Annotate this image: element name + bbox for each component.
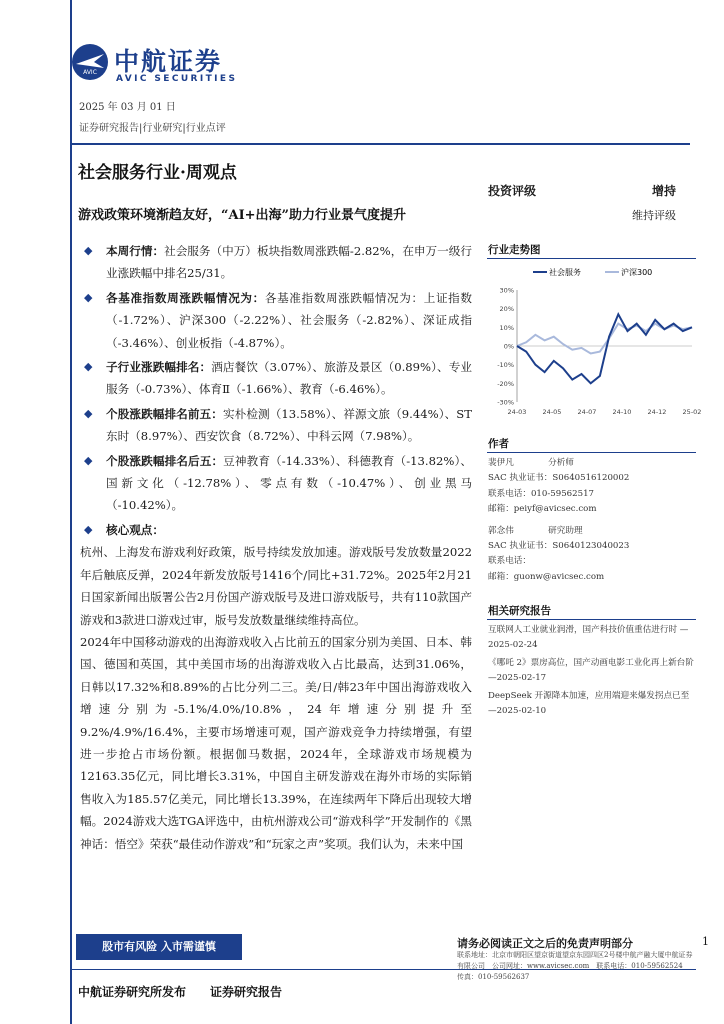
x-tick-label: 24-07 <box>577 408 597 416</box>
brand-name-cn: 中航证券 <box>114 47 223 76</box>
header-rule <box>70 143 690 145</box>
rating-sub: 维持评级 <box>632 209 676 222</box>
author-line: 邮箱：peiyf@avicsec.com <box>488 504 597 515</box>
diamond-icon: ◆ <box>84 453 93 467</box>
author-line: SAC 执业证书：S0640516120002 <box>488 473 630 484</box>
y-tick-label: -30% <box>497 398 514 407</box>
bullet-item <box>80 240 472 285</box>
bullet-head: 本周行情： <box>106 244 165 258</box>
bullet-item <box>80 450 472 517</box>
x-tick-label: 25-02 <box>682 408 702 416</box>
brand-logo <box>70 42 110 82</box>
bullet-item <box>80 287 472 354</box>
bullet-item <box>80 403 472 448</box>
x-tick-label: 24-03 <box>507 408 527 416</box>
rating-value: 增持 <box>651 184 676 198</box>
x-tick-label: 24-10 <box>612 408 632 416</box>
diamond-icon: ◆ <box>84 522 93 536</box>
page-subtitle: 游戏政策环境渐趋友好，“AI+出海”助力行业景气度提升 <box>78 208 407 223</box>
bullet-head: 个股涨跌幅排名后五： <box>106 453 224 468</box>
author-line: 裴伊凡 分析师 <box>488 458 574 468</box>
footer-publisher: 中航证券研究所发布 证券研究报告 <box>78 985 283 999</box>
y-tick-label: 30% <box>499 286 514 295</box>
y-tick-label: 10% <box>499 323 514 332</box>
rating-label: 投资评级 <box>488 184 537 198</box>
bullet-text: 各基准指数周涨跌幅情况为：上证指数（-1.72%）、沪深300（-2.22%）、社会服务（-2.82%）、深证成指（-3.46%）、创业板指（-4.87%）。 <box>106 290 472 350</box>
diamond-icon: ◆ <box>84 290 93 304</box>
logo-mark-text: AVIC <box>83 69 97 76</box>
bullet-head: 个股涨跌幅排名前五： <box>106 406 223 421</box>
author-line: 联系电话： <box>488 556 531 567</box>
x-tick-label: 24-05 <box>542 408 562 416</box>
paragraph: 2024年中国移动游戏的出海游戏收入占比前五的国家分别为美国、日本、韩国、德国和英国，其中美国市场的出海游戏收入占比最高，达到31.06%，日韩以17.32%和8.89%的占比分列二三。美/日/韩23年中国出海游戏收入增速分别为-5.1%/4.0%/10.8%，24年增速分别提升至9.2%/4.9%/16.4%，主要市场增速可观，国产游戏竞争力持续增强，有望进一步抢占市场份额。根据伽马数据，2024年，全球游戏市场规模为12163.35亿元，同比增长3.31%，中国自主研发游戏在海外市场的实际销售收入为185.57亿美元，同比增长13.39%，在连续两年下降后出现较大增幅。2024游戏大选TGA评选中，由杭州游戏公司“游戏科学”开发制作的《黑神话：悟空》荣获“最佳动作游戏”和“玩家之声”奖项。我们认为，未来中国 <box>80 634 472 851</box>
trend-chart <box>487 262 702 424</box>
page-title: 社会服务行业·周观点 <box>78 163 237 183</box>
left-vertical-rule <box>70 0 72 1024</box>
related-report-link[interactable]: 互联网人工业就业润滑，国产科技价值重估进行时 —2025-02-24 <box>488 625 689 651</box>
diamond-icon: ◆ <box>84 406 93 420</box>
author-line: SAC 执业证书：S0640123040023 <box>488 541 630 552</box>
avic-logo-icon <box>70 42 110 82</box>
bullet-text: 豆神教育（-14.33%）、科德教育（-13.82%）、国新文化（-12.78%）、零点有数（-10.47%）、创业黑马（-10.42%）。 <box>106 453 472 513</box>
main-body <box>80 240 472 855</box>
author-line: 邮箱：guonw@avicsec.com <box>488 571 605 582</box>
bullet-head: 各基准指数周涨跌幅情况为： <box>106 290 265 305</box>
x-axis-ticks <box>508 408 702 416</box>
bullet-text: 实朴检测（13.58%）、祥源文旅（9.44%）、ST东时（8.97%）、西安饮食（8.72%）、中科云网（7.98%）。 <box>106 406 472 444</box>
diamond-icon: ◆ <box>84 244 93 257</box>
y-tick-label: 20% <box>499 305 514 314</box>
authors-rule <box>487 452 696 453</box>
related-rule <box>487 619 696 620</box>
report-date: 2025 年 03 月 01 日 <box>79 102 176 113</box>
page-number: 1 <box>702 935 709 948</box>
related-heading: 相关研究报告 <box>488 605 551 617</box>
y-tick-label: 0% <box>503 342 514 351</box>
risk-warning-box: 股市有风险 入市需谨慎 <box>76 934 242 960</box>
bullet-text: 社会服务（中万）板块指数周涨跌幅-2.82%，在申万一级行业涨跌幅中排名25/31。 <box>106 244 472 281</box>
y-axis-ticks <box>497 287 514 407</box>
y-tick-label: -10% <box>497 361 514 370</box>
series-line-social-service <box>517 314 692 383</box>
bullet-head: 核心观点： <box>106 522 164 537</box>
legend-label-series2: 沪深300 <box>621 268 653 277</box>
x-tick-label: 24-12 <box>647 408 667 416</box>
trend-heading: 行业走势图 <box>488 244 541 256</box>
related-report-link[interactable]: 《哪吒 2》票房高位，国产动画电影工业化再上新台阶 —2025-02-17 <box>488 657 694 684</box>
diamond-icon: ◆ <box>84 360 93 374</box>
bullet-item <box>80 356 472 401</box>
y-tick-label: -20% <box>497 379 514 388</box>
bullet-head: 子行业涨跌幅排名： <box>106 360 212 375</box>
related-report-link[interactable]: DeepSeek 开源降本加速，应用端迎来爆发拐点已至 —2025-02-10 <box>488 690 690 717</box>
paragraph: 杭州、上海发布游戏利好政策，版号持续发放加速。游戏版号发放数量2022年后触底反弹，2024年新发放版号1416个/同比+31.72%。2025年2月21日国家新闻出版署公告2月份国产游戏版号及进口游戏版号，共有110款国产游戏和3款进口游戏过审，版号发放数量继续维持高位。 <box>80 545 472 627</box>
related-block <box>488 623 698 719</box>
report-category: 证券研究报告|行业研究|行业点评 <box>79 123 226 134</box>
chart-legend <box>533 267 652 277</box>
disclaimer-heading: 请务必阅读正文之后的免责声明部分 <box>457 937 633 950</box>
authors-heading: 作者 <box>488 438 509 450</box>
author-line: 郭念伟 研究助理 <box>488 525 583 536</box>
author-line: 联系电话：010-59562517 <box>488 488 595 499</box>
bullet-item <box>80 519 472 541</box>
legend-label-series1: 社会服务 <box>549 268 581 277</box>
disclaimer-text: 联系地址：北京市朝阳区望京街道望京东园四区2号楼中航产融大厦中航证券有限公司 公司网址：www.avicsec.com 联系电话：010-59562524 传真：010-59562637 <box>457 951 693 981</box>
trend-rule <box>487 258 696 259</box>
bullet-text: 酒店餐饮（3.07%）、旅游及景区（0.89%）、专业服务（-0.73%）、体育Ⅱ（-1.66%）、教育（-6.46%）。 <box>106 360 472 397</box>
authors-block <box>488 456 698 585</box>
brand-name-en: AVIC SECURITIES <box>116 74 238 84</box>
